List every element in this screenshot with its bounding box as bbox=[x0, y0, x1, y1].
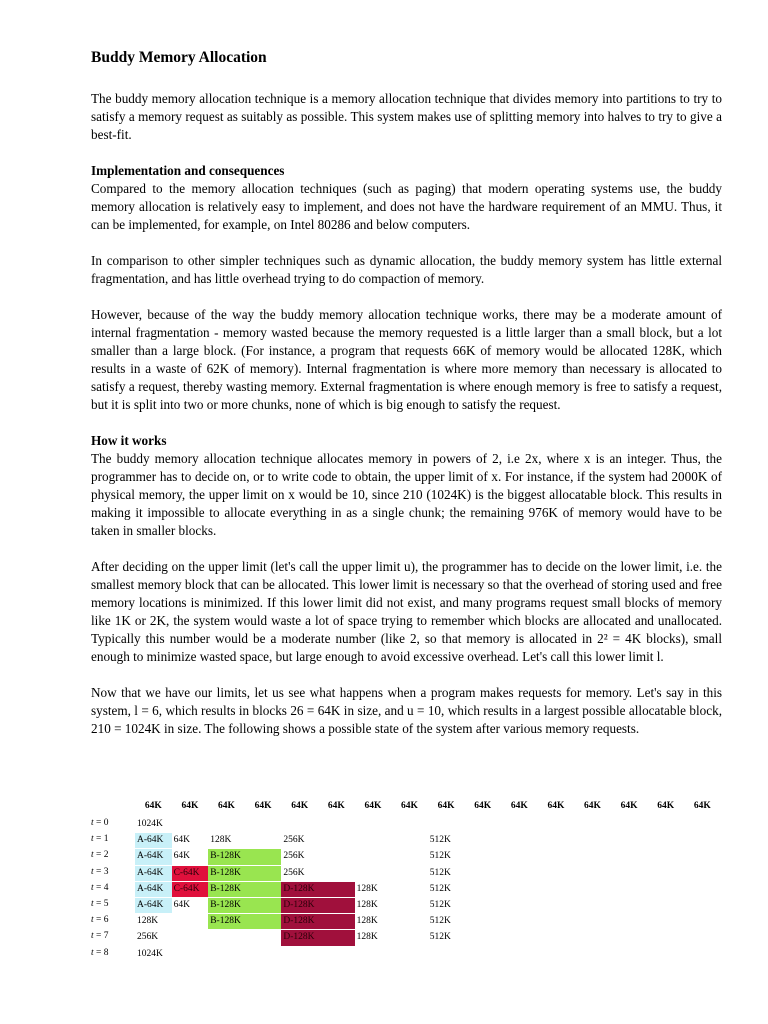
table-header-cell: 64K bbox=[291, 801, 309, 811]
table-row bbox=[91, 930, 731, 946]
free-block: 256K bbox=[283, 835, 305, 846]
time-step-label: t = 4 bbox=[91, 882, 109, 893]
table-row bbox=[91, 947, 731, 963]
allocated-block: D-128K bbox=[281, 914, 354, 929]
table-header-row bbox=[91, 801, 731, 817]
allocated-block: C-64K bbox=[172, 866, 209, 881]
table-header-cell: 64K bbox=[401, 801, 418, 811]
table-row bbox=[91, 882, 731, 898]
table-header-cell: 64K bbox=[510, 801, 528, 811]
table-header-cell: 64K bbox=[364, 801, 382, 811]
time-step-label: t = 8 bbox=[91, 947, 109, 958]
table-row bbox=[91, 914, 731, 930]
allocated-block: B-128K bbox=[208, 849, 281, 864]
free-block: 64K bbox=[173, 899, 190, 910]
free-block: 128K bbox=[356, 916, 378, 927]
paragraph-implementation-3: However, because of the way the buddy memory allocation technique works, there may be a moderate amount of internal fragmentation - memory wasted because the memory requested is a little larger than a small block, but a lot smaller than a large block. (For instance, a program that requests 66K of memory would be allocated 128K, which results in a waste of 62K of memory). Internal fragmentation is where more memory than necessary is allocated to satisfy a request, thereby wasting memory. External fragmentation is where enough memory is free to satisfy a request, but it is split into two or more chunks, none of which is big enough to satisfy the request. bbox=[91, 307, 722, 412]
free-block: 256K bbox=[283, 851, 305, 862]
table-header-cell: 64K bbox=[254, 801, 272, 811]
table-rows bbox=[91, 817, 731, 963]
free-block: 256K bbox=[283, 867, 305, 878]
allocated-block: C-64K bbox=[172, 882, 209, 897]
paragraph-how-it-works-1: The buddy memory allocation technique allocates memory in powers of 2, i.e 2x, where x is an integer. Thus, the programmer has to decide on, or to write code to obtain, the upper limit of x. For instance, if the system had 2000K of physical memory, the upper limit on x would be 10, since 210 (1024K) is the biggest allocatable block. This results in making it impossible to allocate everything in as a single chunk; the remaining 976K of memory would have to be taken in smaller blocks. bbox=[91, 451, 722, 538]
allocated-block: D-128K bbox=[281, 898, 354, 913]
table-row bbox=[91, 898, 731, 914]
free-block: 256K bbox=[137, 932, 159, 943]
free-block: 512K bbox=[429, 835, 451, 846]
allocated-block: A-64K bbox=[135, 866, 172, 881]
allocated-block: A-64K bbox=[135, 882, 172, 897]
allocated-block: A-64K bbox=[135, 833, 172, 848]
table-header-cell: 64K bbox=[620, 801, 638, 811]
free-block: 64K bbox=[173, 851, 190, 862]
table-row bbox=[91, 866, 731, 882]
table-row bbox=[91, 817, 731, 833]
time-step-label: t = 2 bbox=[91, 850, 109, 861]
allocated-block: B-128K bbox=[208, 882, 281, 897]
free-block: 128K bbox=[137, 916, 159, 927]
table-header-cell: 64K bbox=[693, 801, 711, 811]
paragraph-implementation-1: Compared to the memory allocation techniques (such as paging) that modern operating systems use, the buddy memory allocation is relatively easy to implement, and does not have the hardware requirement of an MMU. Thus, it can be implemented, for example, on Intel 80286 and below computers. bbox=[91, 181, 722, 232]
buddy-allocation-table bbox=[91, 801, 731, 963]
free-block: 128K bbox=[356, 899, 378, 910]
free-block: 512K bbox=[429, 916, 451, 927]
table-header-cell: 64K bbox=[474, 801, 492, 811]
allocated-block: B-128K bbox=[208, 866, 281, 881]
allocated-block: D-128K bbox=[281, 930, 354, 945]
section-heading-how-it-works: How it works bbox=[91, 433, 167, 448]
free-block: 64K bbox=[173, 835, 190, 846]
paragraph-how-it-works-3: Now that we have our limits, let us see what happens when a program makes requests for memory. Let's say in this system, l = 6, which results in blocks 26 = 64K in size, and u = 10, which results in a largest possible allocatable block, 210 = 1024K in size. The following shows a possible state of the system after various memory requests. bbox=[91, 685, 722, 736]
allocated-block: B-128K bbox=[208, 898, 281, 913]
free-block: 512K bbox=[429, 932, 451, 943]
free-block: 512K bbox=[429, 899, 451, 910]
free-block: 128K bbox=[356, 883, 378, 894]
time-step-label: t = 5 bbox=[91, 898, 109, 909]
table-header-cell: 64K bbox=[657, 801, 675, 811]
table-header-cell: 64K bbox=[218, 801, 235, 811]
free-block: 128K bbox=[356, 932, 378, 943]
table-header-cell: 64K bbox=[547, 801, 565, 811]
table-header-cell: 64K bbox=[144, 801, 162, 811]
allocated-block: D-128K bbox=[281, 882, 354, 897]
allocated-block: A-64K bbox=[135, 898, 172, 913]
document-title: Buddy Memory Allocation bbox=[91, 49, 267, 66]
free-block: 512K bbox=[429, 867, 451, 878]
table-header-cell: 64K bbox=[181, 801, 199, 811]
table-header-cell: 64K bbox=[584, 801, 601, 811]
allocated-block: A-64K bbox=[135, 849, 172, 864]
intro-paragraph: The buddy memory allocation technique is a memory allocation technique that divides memory into partitions to try to satisfy a memory request as suitably as possible. This system makes use of splitting memory into halves to try to give a best-fit. bbox=[91, 91, 722, 142]
document-body bbox=[91, 48, 722, 738]
time-step-label: t = 7 bbox=[91, 931, 109, 942]
section-heading-implementation: Implementation and consequences bbox=[91, 163, 285, 178]
allocated-block: B-128K bbox=[208, 914, 281, 929]
free-block: 512K bbox=[429, 883, 451, 894]
free-block: 128K bbox=[210, 835, 232, 846]
free-block: 1024K bbox=[137, 948, 163, 959]
time-step-label: t = 1 bbox=[91, 834, 109, 845]
time-step-label: t = 0 bbox=[91, 818, 109, 828]
free-block: 512K bbox=[429, 851, 451, 862]
time-step-label: t = 6 bbox=[91, 915, 109, 926]
paragraph-implementation-2: In comparison to other simpler techniques such as dynamic allocation, the buddy memory system has little external fragmentation, and has little overhead trying to do compaction of memory. bbox=[91, 253, 722, 286]
table-row bbox=[91, 849, 731, 865]
table-header-cell: 64K bbox=[327, 801, 345, 811]
time-step-label: t = 3 bbox=[91, 866, 109, 877]
table-row bbox=[91, 833, 731, 849]
paragraph-how-it-works-2: After deciding on the upper limit (let's call the upper limit u), the programmer has to decide on the lower limit, i.e. the smallest memory block that can be allocated. This lower limit is necessary so that the overhead of storing used and free memory locations is minimized. If this lower limit did not exist, and many programs request small blocks of memory like 1K or 2K, the system would waste a lot of space trying to remember which blocks are allocated and unallocated. Typically this number would be a moderate number (like 2, so that memory is allocated in 2² = 4K blocks), small enough to minimize wasted space, but large enough to avoid excessive overhead. Let's call this lower limit l. bbox=[91, 559, 722, 664]
table-header-cell: 64K bbox=[437, 801, 455, 811]
free-block: 1024K bbox=[137, 819, 163, 829]
